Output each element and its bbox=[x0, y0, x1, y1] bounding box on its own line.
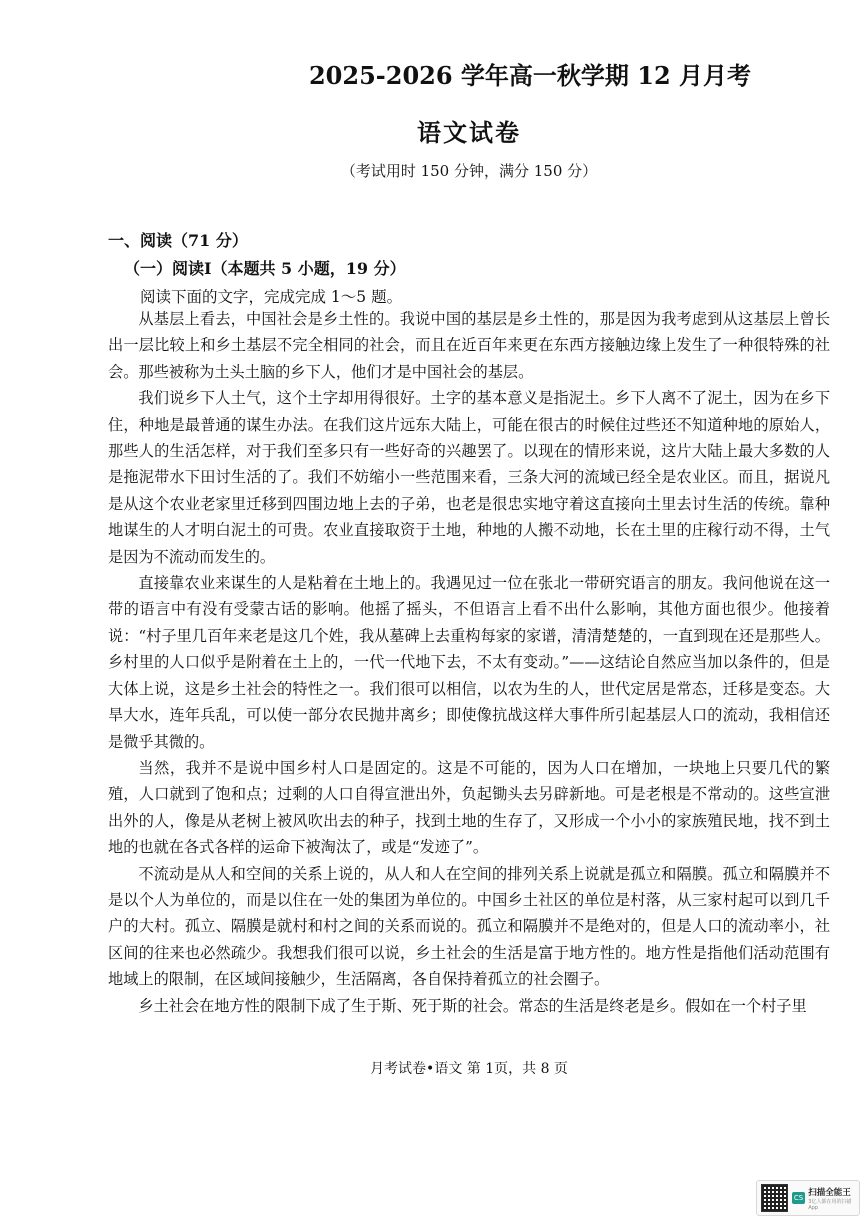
exam-title: 2025-2026 学年高一秋学期 12 月月考 bbox=[308, 61, 752, 90]
cs-logo-badge: CS bbox=[792, 1192, 805, 1204]
exam-info: （考试用时 150 分钟，满分 150 分） bbox=[340, 162, 598, 180]
watermark-name: 扫描全能王 bbox=[808, 1187, 851, 1198]
reading-instruction: 阅读下面的文字，完成完成 1～5 题。 bbox=[140, 288, 403, 306]
subsection-heading: （一）阅读I（本题共 5 小题，19 分） bbox=[124, 259, 406, 278]
watermark-text bbox=[808, 1186, 859, 1211]
paragraph: 不流动是从人和空间的关系上说的，从人和人在空间的排列关系上说就是孤立和隔膜。孤立和隔膜并不是以个人为单位的，而是以住在一处的集团为单位的。中国乡土社区的单位是村落，从三家村起可以到几千户的大村。孤立、隔膜是就村和村之间的关系而说的。孤立和隔膜并不是绝对的，但是人口的流动率小，社区间的往来也必然疏少。我想我们很可以说，乡土社会的生活是富于地方性的。地方性是指他们活动范围有地域上的限制，在区域间接触少，生活隔离，各自保持着孤立的社会圈子。 bbox=[108, 864, 830, 989]
paragraph: 直接靠农业来谋生的人是粘着在土地上的。我遇见过一位在张北一带研究语言的朋友。我问他说在这一带的语言中有没有受蒙古话的影响。他摇了摇头，不但语言上看不出什么影响，其他方面也很少。他接着说：“村子里几百年来老是这几个姓，我从墓碑上去重构每家的家谱，清清楚楚的，一直到现在还是那些人。乡村里的人口似乎是附着在土上的，一代一代地下去，不太有变动。”——这结论自然应当加以条件的，但是大体上说，这是乡土社会的特性之一。我们很可以相信，以农为生的人，世代定居是常态，迁移是变态。大旱大水，连年兵乱，可以使一部分农民抛井离乡；即使像抗战这样大事件所引起基层人口的流动，我相信还是微乎其微的。 bbox=[108, 574, 830, 751]
section-heading: 一、阅读（71 分） bbox=[108, 231, 248, 250]
page-footer: 月考试卷•语文 第 1页，共 8 页 bbox=[370, 1061, 568, 1077]
scanner-watermark bbox=[756, 1180, 860, 1216]
watermark-subtitle: 3亿人都在用的扫描App bbox=[808, 1198, 852, 1211]
qr-code-icon bbox=[761, 1184, 788, 1212]
paragraph: 当然，我并不是说中国乡村人口是固定的。这是不可能的，因为人口在增加，一块地上只要几代的繁殖，人口就到了饱和点；过剩的人口自得宣泄出外，负起锄头去另辟新地。可是老根是不常动的。这些宣泄出外的人，像是从老树上被风吹出去的种子，找到土地的生存了，又形成一个小小的家族殖民地，找不到土地的也就在各式各样的运命下被淘汰了，或是“发迹了”。 bbox=[108, 758, 830, 857]
paragraph: 乡土社会在地方性的限制下成了生于斯、死于斯的社会。常态的生活是终老是乡。假如在一个村子里 bbox=[138, 996, 807, 1015]
passage-body bbox=[108, 306, 830, 1019]
paragraph: 从基层上看去，中国社会是乡土性的。我说中国的基层是乡土性的，那是因为我考虑到从这基层上曾长出一层比较上和乡土基层不完全相同的社会，而且在近百年来更在东西方接触边缘上发生了一种很特殊的社会。那些被称为土头土脑的乡下人，他们才是中国社会的基层。 bbox=[108, 310, 830, 381]
paragraph: 我们说乡下人土气，这个土字却用得很好。土字的基本意义是指泥土。乡下人离不了泥土，因为在乡下住，种地是最普通的谋生办法。在我们这片远东大陆上，可能在很古的时候住过些还不知道种地的原始人，那些人的生活怎样，对于我们至多只有一些好奇的兴趣罢了。以现在的情形来说，这片大陆上最大多数的人是拖泥带水下田讨生活的了。我们不妨缩小一些范围来看，三条大河的流域已经全是农业区。而且，据说凡是从这个农业老家里迁移到四围边地上去的子弟，也老是很忠实地守着这直接向土里去讨生活的传统。靠种地谋生的人才明白泥土的可贵。农业直接取资于土地，种地的人搬不动地，长在土里的庄稼行动不得，土气是因为不流动而发生的。 bbox=[108, 389, 830, 566]
paper-subject: 语文试卷 bbox=[417, 118, 521, 147]
